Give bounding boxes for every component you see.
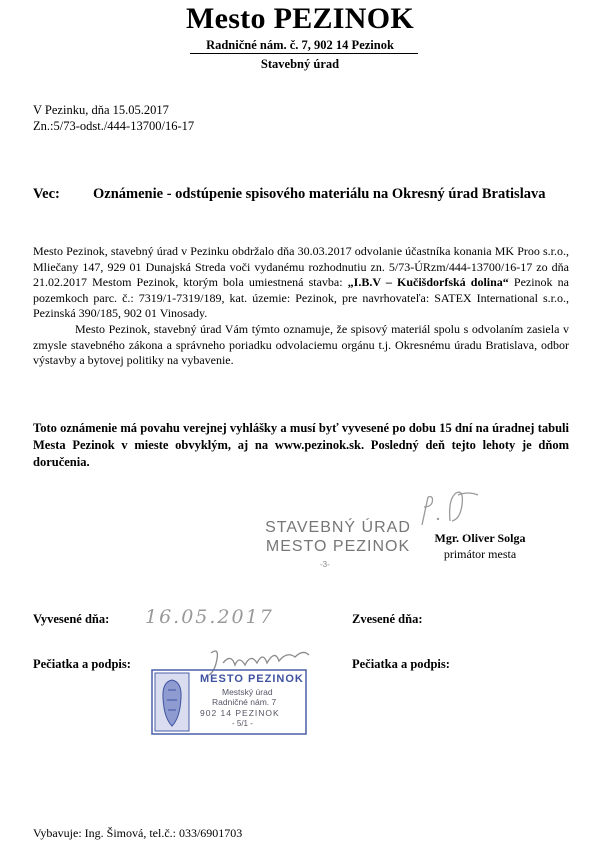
office-stamp-line1: STAVEBNÝ ÚRAD [265,519,411,536]
seal-line-2: Mestský úrad [222,687,273,697]
seal-label-right: Pečiatka a podpis: [352,657,450,671]
office-address: Radničné nám. č. 7, 902 14 Pezinok [206,38,394,52]
body-paragraph-2: Mesto Pezinok, stavebný úrad Vám týmto oznamuje, že spisový materiál spolu s odvolaním zasiela v zmysle stavebného zákona a správneho poriadku odvolaciemu orgánu t.j. Okresnému úradu Bratislava, odbor výstavby a bytovej politiky na vybavenie. [33,322,569,367]
contact-footer: Vybavuje: Ing. Šimová, tel.č.: 033/6901703 [33,826,243,840]
signatory-name: Mgr. Oliver Solga [434,531,526,545]
office-name: Stavebný úrad [260,57,340,71]
subject-label: Vec: [33,186,60,202]
body-paragraph-1-end: Pezinok na pozemkoch parc. č.: 7319/1-7319/189, kat. územie: Pezinok, pre navrhovateľa: SATEX International s.r.o., Pezinská 390/185, 902 01 Vinosady. [33,275,569,320]
seal-line-4: 902 14 PEZINOK [200,708,280,718]
public-notice: Toto oznámenie má povahu verejnej vyhlášky a musí byť vyvesené po dobu 15 dní na úradnej tabuli Mesta Pezinok v mieste obvyklým, aj na www.pezinok.sk. Posledný deň tejto lehoty je dňom doručenia. [33,421,569,469]
subject-line [33,185,568,203]
reference-number: Zn.:5/73-odst./444-13700/16-17 [33,119,195,133]
office-stamp [233,518,443,556]
posted-label: Vyvesené dňa: [33,612,110,626]
seal-line-5: - 5/1 - [232,719,253,728]
stamp-mark: -3- [320,560,330,569]
signatory-role: primátor mesta [443,547,517,561]
posted-date-handwritten: 16.05.2017 [145,606,274,628]
removed-label: Zvesené dňa: [352,612,423,626]
header-divider [190,53,418,54]
seal-label-left: Pečiatka a podpis: [33,657,131,671]
seal-line-3: Radničné nám. 7 [212,697,277,707]
seal-line-1: MESTO PEZINOK [200,673,304,685]
body-paragraph-1-start: Mesto Pezinok, stavebný úrad v Pezinku obdržalo dňa 30.03.2017 odvolanie účastníka konania MK Proo s.r.o., Mliečany 147, 929 01 Dunajská Streda voči vydanému rozhodnutiu zn. 5/73-ÚRzm/444-13700/16-17 zo dňa 21.02.2017 Mestom Pezinok, ktorým bola umiestnená stavba: [33,244,569,289]
subject-text: Oznámenie - odstúpenie spisového materiálu na Okresný úrad Bratislava [93,186,546,202]
document-meta [33,102,194,134]
place-date: V Pezinku, dňa 15.05.2017 [33,103,169,117]
office-stamp-line2: MESTO PEZINOK [265,538,411,555]
project-name: „I.B.V – Kučišdorfská dolina“ [347,275,509,289]
body-paragraph-1 [33,244,569,322]
page-title: Mesto PEZINOK [185,2,415,35]
